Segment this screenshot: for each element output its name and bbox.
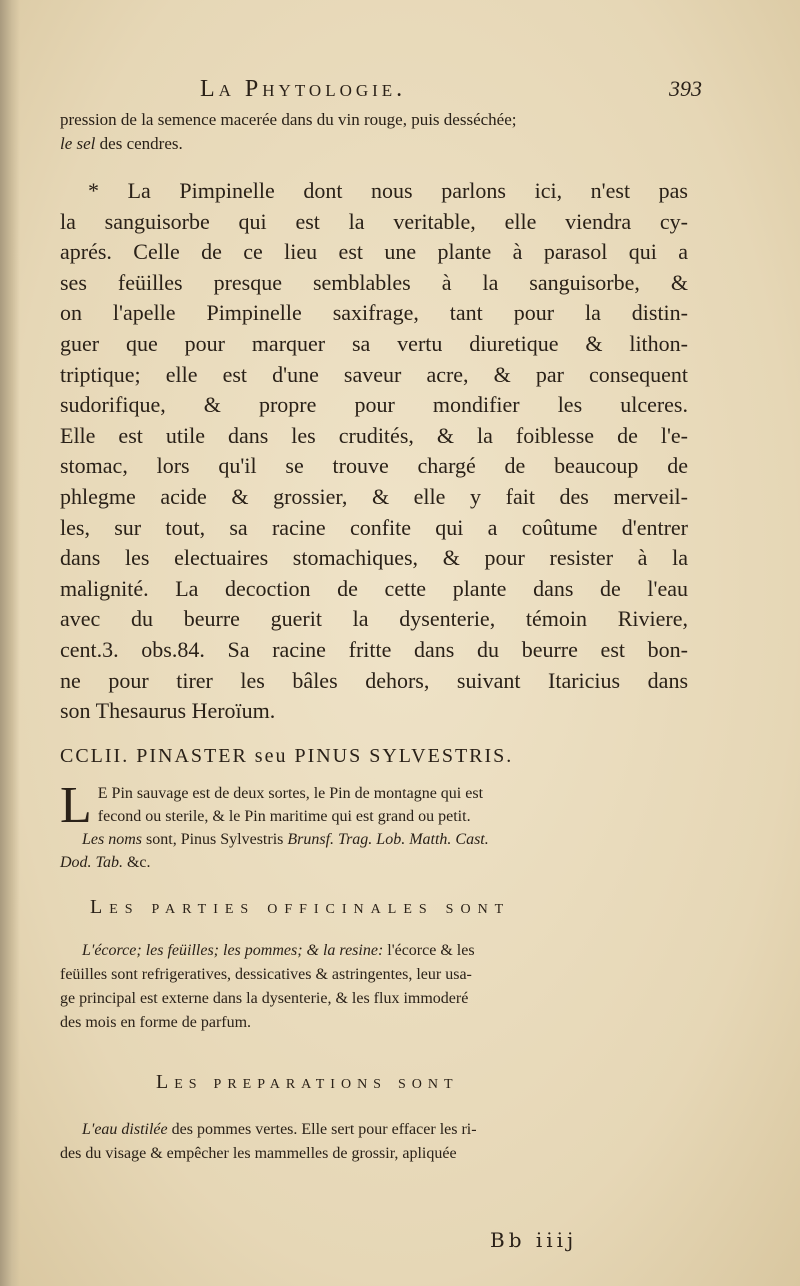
- continuation-rest: des cendres.: [95, 134, 183, 153]
- note-line: stomac, lors qu'il se trouve chargé de beaucoup de: [60, 453, 688, 479]
- parties-italic: L'écorce; les feüilles; les pommes; & la resine:: [82, 941, 384, 959]
- continuation-text: [60, 108, 688, 156]
- preparations-italic: L'eau distilée: [82, 1120, 168, 1138]
- note-line: on l'apelle Pimpinelle saxifrage, tant pour la distin-: [60, 300, 688, 326]
- continuation-line-1: pression de la semence macerée dans du vin rouge, puis desséchée;: [60, 110, 517, 129]
- preparations-line: des du visage & empêcher les mammelles de grossir, apliquée: [60, 1144, 457, 1162]
- continuation-line-2: [60, 132, 688, 156]
- running-title: La Phytologie.: [200, 76, 407, 102]
- pinaster-paragraph: [60, 776, 688, 874]
- page-number: 393: [669, 76, 702, 101]
- pinaster-line: [60, 828, 688, 851]
- drop-cap: L: [60, 776, 92, 834]
- pinaster-text: sont, Pinus Sylvestris: [142, 830, 288, 848]
- parties-line: ge principal est externe dans la dysenterie, & les flux immoderé: [60, 989, 469, 1007]
- pinaster-line: E Pin sauvage est de deux sortes, le Pin de montagne qui est: [97, 784, 484, 802]
- pinaster-line: [60, 851, 688, 874]
- note-line: guer que pour marquer sa vertu diuretique & lithon-: [60, 330, 688, 356]
- section-title: CCLII. PINASTER seu PINUS SYLVESTRIS.: [60, 744, 514, 767]
- pinaster-text: &c.: [122, 853, 151, 871]
- note-line: son Thesaurus Heroïum.: [60, 698, 276, 724]
- parties-line: des mois en forme de parfum.: [60, 1013, 252, 1031]
- note-line: cent.3. obs.84. Sa racine fritte dans du beurre est bon-: [60, 636, 688, 662]
- preparations-heading: Les preparations sont: [156, 1070, 459, 1093]
- note-paragraph: [60, 176, 688, 727]
- parties-heading: Les parties officinales sont: [90, 895, 511, 918]
- note-line: triptique; elle est d'une saveur acre, & par consequent: [60, 361, 688, 387]
- preparations-paragraph: [60, 1118, 688, 1166]
- note-line: malignité. La decoction de cette plante dans de l'eau: [60, 575, 688, 601]
- preparations-text: des pommes vertes. Elle sert pour effacer les ri-: [167, 1120, 477, 1138]
- note-line: * La Pimpinelle dont nous parlons ici, n'est pas: [88, 178, 688, 203]
- note-line: phlegme acide & grossier, & elle y fait des merveil-: [60, 483, 688, 509]
- pinaster-authors: Brunsf. Trag. Lob. Matth. Cast.: [287, 830, 489, 848]
- pinaster-italic: Les noms: [82, 830, 143, 848]
- note-line: ne pour tirer les bâles dehors, suivant Itaricius dans: [60, 667, 688, 693]
- pinaster-authors: Dod. Tab.: [60, 853, 123, 871]
- catchword: Bb iiij: [490, 1228, 578, 1252]
- continuation-italic: le sel: [60, 134, 96, 153]
- note-line: dans les electuaires stomachiques, & pour resister à la: [60, 545, 688, 571]
- note-line: avec du beurre guerit la dysenterie, témoin Riviere,: [60, 606, 688, 632]
- parties-text: l'écorce & les: [383, 941, 475, 959]
- parties-line: feüilles sont refrigeratives, dessicatives & astringentes, leur usa-: [60, 965, 472, 983]
- note-line: Elle est utile dans les crudités, & la foiblesse de l'e-: [60, 422, 688, 448]
- preparations-line: [60, 1118, 688, 1142]
- note-line: les, sur tout, sa racine confite qui a coûtume d'entrer: [60, 514, 688, 540]
- parties-paragraph: [60, 939, 688, 1035]
- note-line: la sanguisorbe qui est la veritable, elle viendra cy-: [60, 208, 688, 234]
- page-content: [60, 76, 702, 1166]
- pinaster-line: fecond ou sterile, & le Pin maritime qui est grand ou petit.: [97, 807, 471, 825]
- note-line: ses feüilles presque semblables à la sanguisorbe, &: [60, 269, 688, 295]
- parties-line: [60, 939, 688, 963]
- page-gutter-shadow: [0, 0, 20, 1286]
- running-header: [60, 76, 702, 108]
- note-line: aprés. Celle de ce lieu est une plante à parasol qui a: [60, 239, 688, 265]
- note-line: sudorifique, & propre pour mondifier les ulceres.: [60, 392, 688, 418]
